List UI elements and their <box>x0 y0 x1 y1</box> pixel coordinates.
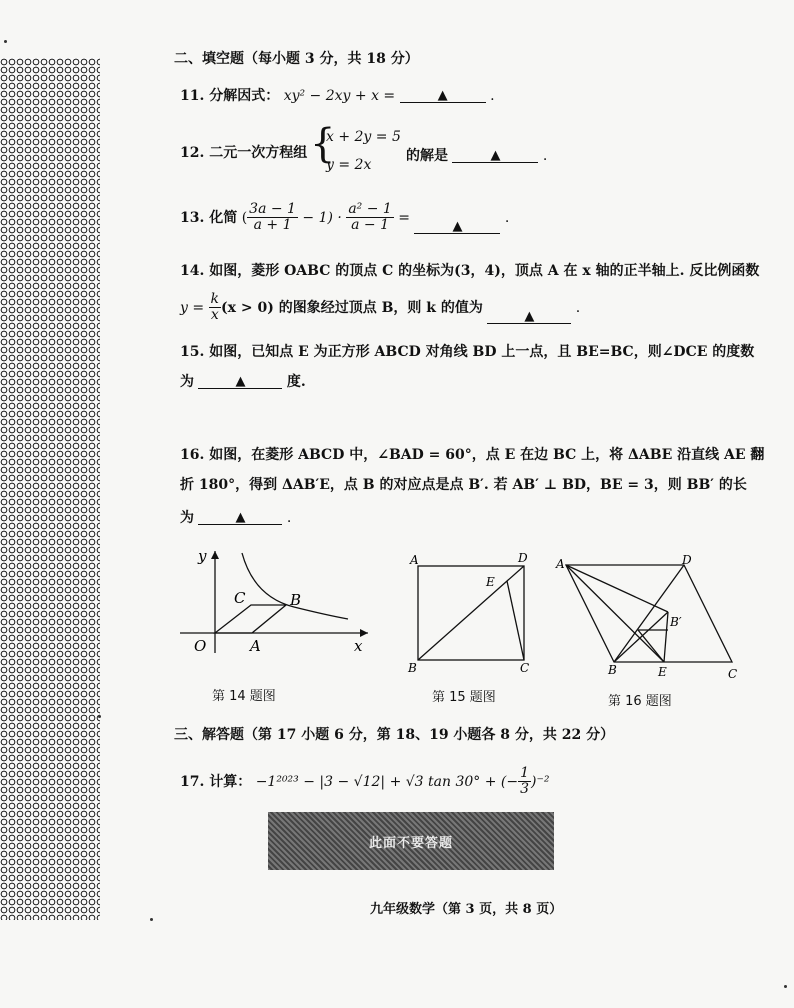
binding-margin-pattern <box>0 58 100 920</box>
label-A: A <box>410 553 419 567</box>
answer-blank[interactable]: ▲ <box>414 217 500 234</box>
no-answer-stamp: 此面不要答题 <box>268 812 554 870</box>
label-D: D <box>518 551 528 565</box>
question-11: 11. 分解因式： xy² − 2xy + x = ▲ . <box>180 88 495 104</box>
page-footer: 九年级数学（第 3 页，共 8 页） <box>370 902 563 917</box>
question-12-label: 12. 二元一次方程组 <box>180 145 308 161</box>
label-E: E <box>486 575 495 589</box>
question-16-line3: 为 ▲ . <box>180 510 292 526</box>
answer-blank[interactable]: ▲ <box>198 372 282 389</box>
scan-speck <box>4 40 7 43</box>
answer-blank[interactable]: ▲ <box>198 508 282 525</box>
label-E: E <box>658 665 667 679</box>
scan-speck <box>784 985 787 988</box>
label-y: y <box>198 547 207 565</box>
label-O: O <box>194 637 207 655</box>
label-Bprime: B′ <box>670 615 682 629</box>
answer-blank[interactable]: ▲ <box>452 146 538 163</box>
answer-blank[interactable]: ▲ <box>487 307 571 324</box>
question-15-line2: 为 ▲ 度. <box>180 374 306 390</box>
figure-16-caption: 第 16 题图 <box>608 694 672 709</box>
scan-speck <box>150 918 153 921</box>
system-brace: { <box>310 121 336 167</box>
label-A: A <box>250 637 261 655</box>
question-13: 13. 化简 ( $\frac{3a - 1}{a + 1}$ − 1) · $\frac{\text{a² − 1}}{a - 1}$ = ▲ . <box>180 201 510 234</box>
section-heading: 三、解答题（第 17 小题 6 分，第 18、19 小题各 8 分，共 22 分） <box>174 727 615 743</box>
question-17: 17. 计算： −1²⁰²³ − |3 − √12| + √3 tan 30° + (− $\frac{1}{3}$ )⁻² <box>180 765 550 798</box>
figure-14 <box>176 545 376 660</box>
question-14-line1: 14. 如图，菱形 OABC 的顶点 C 的坐标为(3，4)，顶点 A 在 x 轴的正半轴上. 反比例函数 <box>180 263 760 279</box>
question-16-line2: 折 180°，得到 ΔAB′E，点 B 的对应点是点 B′. 若 AB′ ⊥ BD，BE = 3，则 BB′ 的长 <box>180 477 747 493</box>
equation-1: x + 2y = 5 <box>326 129 401 145</box>
label-B: B <box>290 591 302 609</box>
label-C: C <box>520 661 530 675</box>
label-C: C <box>234 589 246 607</box>
scan-speck <box>98 715 101 718</box>
figure-14-caption: 第 14 题图 <box>212 689 276 704</box>
question-16-line1: 16. 如图，在菱形 ABCD 中，∠BAD = 60°，点 E 在边 BC 上，将 ΔABE 沿直线 AE 翻 <box>180 447 765 463</box>
question-15-line1: 15. 如图，已知点 E 为正方形 ABCD 对角线 BD 上一点，且 BE=BC，则∠DCE 的度数 <box>180 344 755 360</box>
section-heading: 二、填空题（每小题 3 分，共 18 分） <box>174 51 419 67</box>
question-14-line2: y = $\frac{k}{x}$ (x > 0) 的图象经过顶点 B，则 k 的值为 ▲ . <box>180 291 581 324</box>
fraction: $\frac{k}{x}$ <box>210 291 220 324</box>
question-12-tail: 的解是 ▲ . <box>406 148 548 164</box>
figure-16 <box>552 550 752 686</box>
figure-15-caption: 第 15 题图 <box>432 690 496 705</box>
label-D: D <box>682 553 692 567</box>
fraction: $\frac{1}{3}$ <box>520 765 530 798</box>
fraction: $\frac{\text{a² − 1}}{a - 1}$ <box>348 201 392 234</box>
equation-2: y = 2x <box>326 157 372 173</box>
answer-blank[interactable]: ▲ <box>400 86 486 103</box>
label-B: B <box>408 661 417 675</box>
label-x: x <box>354 637 363 655</box>
label-A: A <box>556 557 565 571</box>
label-C: C <box>728 667 738 681</box>
fraction: $\frac{3a - 1}{a + 1}$ <box>249 201 296 234</box>
figure-15 <box>404 546 534 676</box>
label-B: B <box>608 663 617 677</box>
